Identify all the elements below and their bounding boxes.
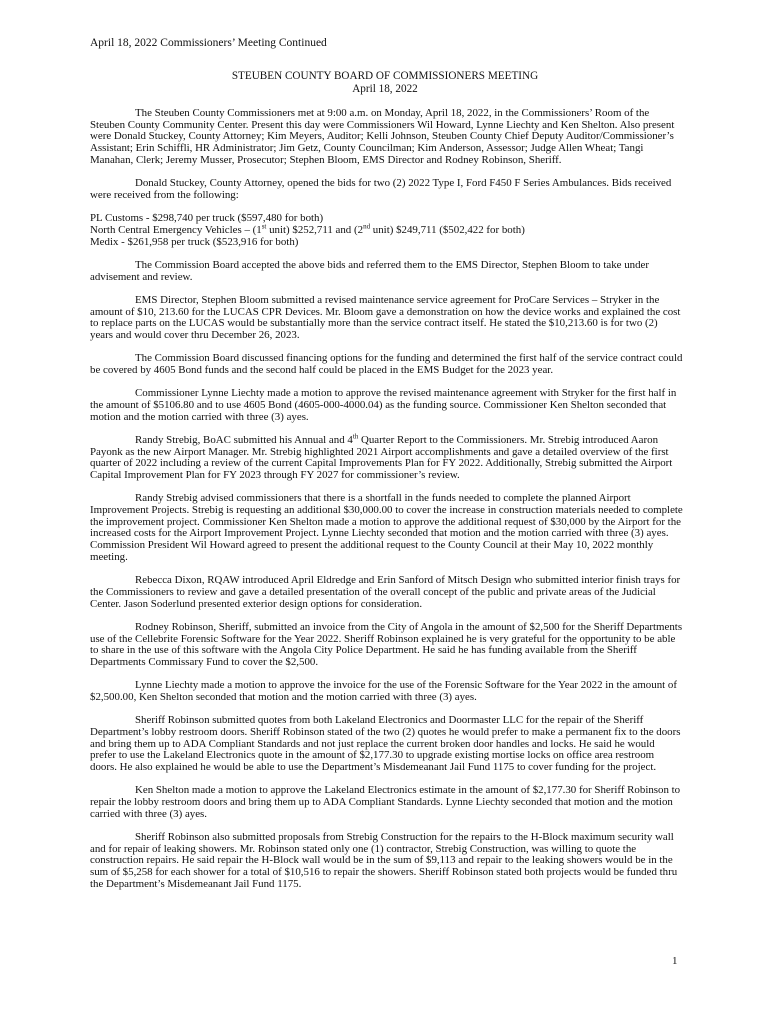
bid-list bbox=[90, 213, 683, 248]
paragraph-restroom-motion: Ken Shelton made a motion to approve the Lakeland Electronics estimate in the amount of $2,177.30 for Sheriff Robinson to repair the lobby restroom doors and bring them up to ADA Compliant Standards. Lynne Liechty seconded that motion and the motion carried with three (3) ayes. bbox=[90, 784, 681, 820]
page-number: 1 bbox=[672, 955, 678, 967]
bid-north-central: North Central Emergency Vehicles – (1st unit) $252,711 and (2nd unit) $249,711 ($502,422 for both) bbox=[90, 222, 525, 236]
paragraph-airport-report: Randy Strebig, BoAC submitted his Annual and 4th Quarter Report to the Commissioners. Mr. Strebig introduced Aaron Payonk as the new Airport Manager. Mr. Strebig highlighted 2021 Airport accomplishments and gave a detailed overview of the first quarter of 2022 including a review of the current Capital Improvements Plan for FY 2022. Additionally, Strebig submitted the Airport Capital Improvement Plan for FY 2023 through FY 2027 for commissioner’s review. bbox=[90, 432, 673, 482]
paragraph-airport-shortfall: Randy Strebig advised commissioners that there is a shortfall in the funds needed to complete the planned Airport Improvement Projects. Strebig is requesting an additional $30,000.00 to cover the increase in construction materials needed to complete the improvement project. Commissioner Ken Shelton made a motion to approve the additional request of $30,000 by the Airport for the increased costs for the Airport Improvement Project. Lynne Liechty seconded that motion and the motion carried with three (3) ayes. Commission President Wil Howard agreed to present the additional request to the County Council at their May 10, 2022 monthly meeting. bbox=[90, 492, 683, 563]
paragraph-ems-agreement: EMS Director, Stephen Bloom submitted a revised maintenance service agreement for ProCare Services – Stryker in the amount of $10, 213.60 for the LUCAS CPR Devices. Mr. Bloom gave a demonstration on how the device works and explained the cost to replace parts on the LUCAS would be substantially more than the service contract itself. He stated the $10,213.60 is for two (2) years and would cover thru December 26, 2023. bbox=[90, 293, 681, 341]
paragraph-judicial-center: Rebecca Dixon, RQAW introduced April Eldredge and Erin Sanford of Mitsch Design who submitted interior finish trays for the Commissioners to review and gave a detailed presentation of the overall concept of the public and private areas of the Judicial Center. Jason Soderlund presented exterior design options for consideration. bbox=[90, 574, 681, 610]
paragraph-forensic-motion: Lynne Liechty made a motion to approve the invoice for the use of the Forensic Software for the Year 2022 in the amount of $2,500.00, Ken Shelton seconded that motion and the motion carried with three (3) ayes. bbox=[90, 679, 677, 703]
bid-pl-customs: PL Customs - $298,740 per truck ($597,480 for both) bbox=[90, 212, 324, 225]
paragraph-hblock-proposals: Sheriff Robinson also submitted proposals from Strebig Construction for the repairs to the H-Block maximum security wall and for repair of leaking showers. Mr. Robinson stated only one (1) contractor, Strebig Construction, was willing to quote the construction repairs. He said repair the H-Block wall would be in the sum of $9,113 and repair to the leaking showers would be in the sum of $5,258 for each shower for a total of $10,516 to repair the showers. Sheriff Robinson stated both projects would be funded thru the Department’s Misdemeanant Jail Fund 1175. bbox=[90, 831, 678, 890]
minutes-body bbox=[90, 108, 683, 902]
running-header: April 18, 2022 Commissioners’ Meeting Continued bbox=[90, 37, 327, 49]
paragraph-stryker-motion: Commissioner Lynne Liechty made a motion to approve the revised maintenance agreement with Stryker for the first half in the amount of $5106.80 and to use 4605 Bond (4605-000-4000.04) as the funding source. Commissioner Ken Shelton seconded that motion and the motion carried with three (3) ayes. bbox=[90, 387, 677, 423]
paragraph-attendance: The Steuben County Commissioners met at 9:00 a.m. on Monday, April 18, 2022, in the Commissioners’ Room of the Steuben County Community Center. Present this day were Commissioners Wil Howard, Lynne Liechty and Ken Shelton. Also present were Donald Stuckey, County Attorney; Kim Meyers, Auditor; Kelli Johnson, Steuben County Chief Deputy Auditor/Commissioner’s Assistant; Erin Schiffli, HR Administrator; Jim Getz, County Councilman; Kim Anderson, Assessor; Judge Allen Wheat; Tangi Manahan, Clerk; Jeremy Musser, Prosecutor; Stephen Bloom, EMS Director and Rodney Robinson, Sheriff. bbox=[90, 107, 675, 166]
meeting-date: April 18, 2022 bbox=[352, 83, 418, 95]
meeting-title-block bbox=[90, 70, 680, 96]
paragraph-bid-opening: Donald Stuckey, County Attorney, opened the bids for two (2) 2022 Type I, Ford F450 F Series Ambulances. Bids received were received from the following: bbox=[90, 177, 672, 201]
paragraph-restroom-quotes: Sheriff Robinson submitted quotes from both Lakeland Electronics and Doormaster LLC for the repair of the Sheriff Department’s lobby restroom doors. Sheriff Robinson stated of the two (2) quotes he would prefer to make a permanent fix to the doors and bring them up to ADA Compliant Standards and not just replace the current broken door handles and locks. He said he would prefer to use the Lakeland Electronics quote in the amount of $2,177.30 to upgrade existing mortise locks on office area restroom doors. He also explained he would be able to use the Department’s Misdemeanant Jail Fund 1175 to cover funding for the project. bbox=[90, 714, 681, 774]
bid-medix: Medix - $261,958 per truck ($523,916 for both) bbox=[90, 235, 299, 248]
paragraph-bids-accepted: The Commission Board accepted the above bids and referred them to the EMS Director, Stephen Bloom to take under advisement and review. bbox=[90, 258, 650, 283]
paragraph-forensic-invoice: Rodney Robinson, Sheriff, submitted an invoice from the City of Angola in the amount of $2,500 for the Sheriff Departments use of the Cellebrite Forensic Software for the Year 2022. Sheriff Robinson explained he is very grateful for the opportunity to be able to share in the use of this software with the Angola City Police Department. He said he has funding available from the Sheriff Departments Commissary Fund to cover the $2,500. bbox=[90, 620, 683, 668]
paragraph-financing: The Commission Board discussed financing options for the funding and determined the first half of the service contract could be covered by 4605 Bond funds and the second half could be placed in the EMS Budget for the 2023 year. bbox=[90, 352, 683, 376]
meeting-title: STEUBEN COUNTY BOARD OF COMMISSIONERS MEETING bbox=[231, 70, 539, 82]
